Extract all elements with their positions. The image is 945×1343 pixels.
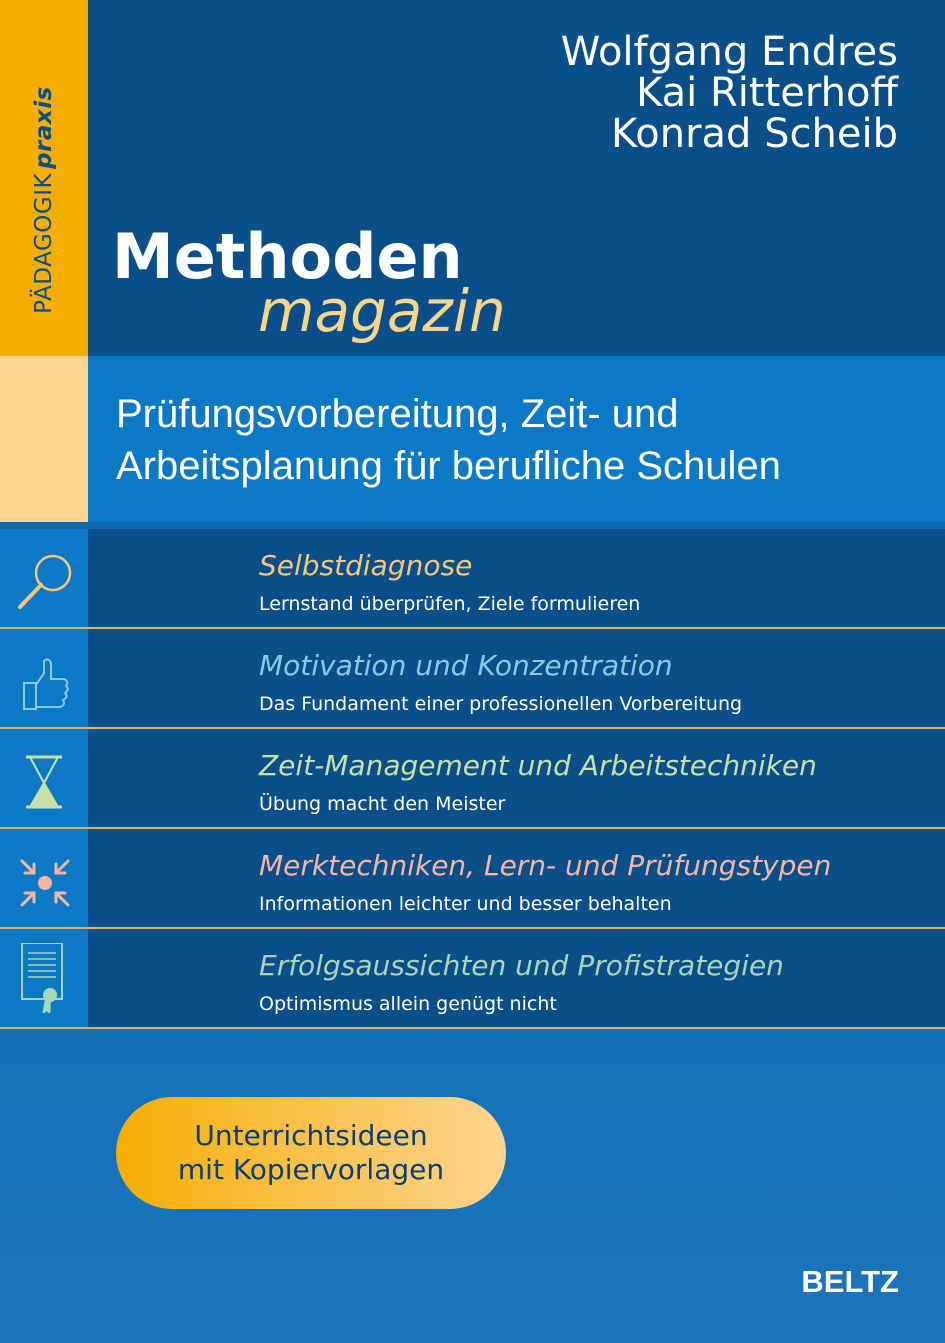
publisher-logo: BELTZ bbox=[801, 1264, 899, 1299]
section-icon-cell bbox=[0, 729, 88, 827]
section-icon-cell bbox=[0, 629, 88, 727]
section-title: Zeit-Management und Arbeitstechniken bbox=[259, 749, 817, 782]
book-title-accent: magazin bbox=[258, 277, 506, 345]
divider bbox=[0, 1027, 945, 1029]
series-stripe bbox=[0, 0, 88, 356]
focus-arrows-icon bbox=[14, 843, 76, 913]
section-title: Merktechniken, Lern- und Prüfungstypen bbox=[259, 849, 832, 882]
series-label-accent: praxis bbox=[31, 86, 57, 169]
section-subtitle: Informationen leichter und besser behalten bbox=[259, 893, 672, 915]
series-label bbox=[31, 86, 57, 314]
badge-line: Unterrichtsideen bbox=[194, 1119, 428, 1152]
section-title: Erfolgsaussichten und Profistrategien bbox=[259, 949, 784, 982]
section-subtitle: Lernstand überprüfen, Ziele formulieren bbox=[259, 593, 641, 615]
section-icon-cell bbox=[0, 829, 88, 927]
certificate-icon bbox=[14, 943, 76, 1013]
subtitle-accent-block bbox=[0, 356, 88, 522]
section-row bbox=[0, 729, 945, 827]
hourglass-icon bbox=[14, 743, 76, 813]
thumbs-up-icon bbox=[14, 643, 76, 713]
author-name: Kai Ritterhoff bbox=[636, 70, 898, 116]
badge-line: mit Kopiervorlagen bbox=[177, 1153, 445, 1186]
author-list bbox=[560, 29, 898, 157]
book-title: Methoden bbox=[112, 220, 463, 293]
section-subtitle: Optimismus allein genügt nicht bbox=[259, 993, 557, 1015]
magnifier-icon bbox=[14, 543, 76, 613]
feature-badge bbox=[116, 1097, 506, 1209]
section-row bbox=[0, 929, 945, 1027]
book-subtitle bbox=[116, 388, 781, 492]
section-row bbox=[0, 629, 945, 727]
section-title: Selbstdiagnose bbox=[259, 549, 473, 582]
author-name: Konrad Scheib bbox=[611, 111, 898, 157]
section-icon-cell bbox=[0, 529, 88, 627]
section-row bbox=[0, 529, 945, 627]
subtitle-line: Prüfungsvorbereitung, Zeit- und bbox=[116, 392, 679, 436]
series-label-main: PÄDAGOGIK bbox=[31, 172, 57, 314]
section-title: Motivation und Konzentration bbox=[259, 649, 673, 682]
section-subtitle: Übung macht den Meister bbox=[259, 793, 506, 815]
subtitle-line: Arbeitsplanung für berufliche Schulen bbox=[116, 444, 781, 488]
section-row bbox=[0, 829, 945, 927]
section-subtitle: Das Fundament einer professionellen Vorbereitung bbox=[259, 693, 743, 715]
section-icon-cell bbox=[0, 929, 88, 1027]
author-name: Wolfgang Endres bbox=[560, 29, 898, 75]
